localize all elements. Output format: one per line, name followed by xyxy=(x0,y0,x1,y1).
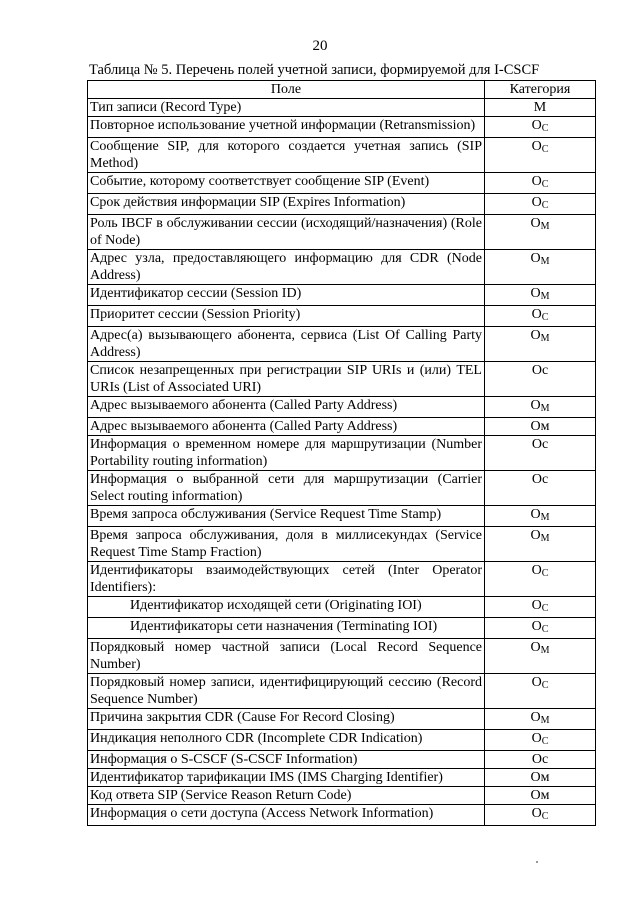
category-subscript: C xyxy=(541,624,549,635)
field-name-cell: Информация о S-CSCF (S-CSCF Information) xyxy=(88,751,485,769)
fields-table xyxy=(87,80,596,826)
category-subscript: C xyxy=(541,179,549,190)
category-subscript: M xyxy=(540,221,550,232)
category-cell xyxy=(485,138,596,173)
table-row xyxy=(88,769,596,787)
table-row xyxy=(88,138,596,173)
field-name-cell: Сообщение SIP, для которого создается учетная запись (SIP Method) xyxy=(88,138,485,173)
field-name-cell: Причина закрытия CDR (Cause For Record Closing) xyxy=(88,709,485,730)
field-name-cell: Информация о временном номере для маршрутизации (Number Portability routing information) xyxy=(88,436,485,471)
table-row xyxy=(88,787,596,805)
category-cell xyxy=(485,506,596,527)
category-cell xyxy=(485,787,596,805)
table-row xyxy=(88,397,596,418)
category-letter: O xyxy=(530,398,541,413)
field-name-cell: Порядковый номер записи, идентифицирующий сессию (Record Sequence Number) xyxy=(88,674,485,709)
table-row xyxy=(88,250,596,285)
category-cell xyxy=(485,471,596,506)
category-cell xyxy=(485,639,596,674)
category-letter: O xyxy=(530,640,541,655)
field-name-cell: Событие, которому соответствует сообщение SIP (Event) xyxy=(88,173,485,194)
category-letter: O xyxy=(530,251,541,266)
field-name-cell: Код ответа SIP (Service Reason Return Code) xyxy=(88,787,485,805)
table-row xyxy=(88,418,596,436)
category-cell xyxy=(485,805,596,826)
field-name-cell: Срок действия информации SIP (Expires Information) xyxy=(88,194,485,215)
table-row xyxy=(88,618,596,639)
category-letter: O xyxy=(531,731,542,746)
category-letter: O xyxy=(531,139,542,154)
category-subscript: C xyxy=(541,811,549,822)
table-row xyxy=(88,436,596,471)
table-row xyxy=(88,709,596,730)
table-header-row xyxy=(88,81,596,99)
category-letter: O xyxy=(531,806,542,821)
category-letter: Ом xyxy=(530,770,550,785)
category-cell xyxy=(485,751,596,769)
table-row xyxy=(88,194,596,215)
category-cell xyxy=(485,285,596,306)
field-name-cell: Информация о выбранной сети для маршрутизации (Carrier Select routing information) xyxy=(88,471,485,506)
table-row xyxy=(88,173,596,194)
field-name-cell: Информация о сети доступа (Access Network Information) xyxy=(88,805,485,826)
field-name-cell: Время запроса обслуживания, доля в миллисекундах (Service Request Time Stamp Fraction) xyxy=(88,527,485,562)
table-row xyxy=(88,597,596,618)
category-subscript: M xyxy=(540,291,550,302)
field-name-cell: Список незапрещенных при регистрации SIP URIs и (или) TEL URIs (List of Associated URI) xyxy=(88,362,485,397)
category-subscript: C xyxy=(541,736,549,747)
field-name-cell: Тип записи (Record Type) xyxy=(88,99,485,117)
category-cell xyxy=(485,194,596,215)
table-row xyxy=(88,751,596,769)
table-row xyxy=(88,215,596,250)
field-name-cell: Адрес вызываемого абонента (Called Party Address) xyxy=(88,397,485,418)
category-cell xyxy=(485,327,596,362)
category-cell xyxy=(485,99,596,117)
table-row xyxy=(88,306,596,327)
field-name-cell: Адрес(а) вызывающего абонента, сервиса (List Of Calling Party Address) xyxy=(88,327,485,362)
category-subscript: C xyxy=(541,568,549,579)
column-header-field: Поле xyxy=(88,81,485,99)
category-letter: O xyxy=(531,307,542,322)
category-letter: Oc xyxy=(531,437,549,452)
category-letter: O xyxy=(531,118,542,133)
category-letter: O xyxy=(530,216,541,231)
category-letter: O xyxy=(530,328,541,343)
category-cell xyxy=(485,250,596,285)
category-subscript: M xyxy=(540,403,550,414)
category-letter: M xyxy=(533,100,547,115)
table-row xyxy=(88,639,596,674)
category-cell xyxy=(485,397,596,418)
field-name-cell: Приоритет сессии (Session Priority) xyxy=(88,306,485,327)
category-cell xyxy=(485,362,596,397)
table-row xyxy=(88,730,596,751)
page-number: 20 xyxy=(312,38,328,54)
category-cell xyxy=(485,769,596,787)
category-cell xyxy=(485,306,596,327)
category-cell xyxy=(485,709,596,730)
category-cell xyxy=(485,674,596,709)
table-row xyxy=(88,805,596,826)
field-name-cell: Индикация неполного CDR (Incomplete CDR Indication) xyxy=(88,730,485,751)
category-cell xyxy=(485,418,596,436)
category-letter: Ом xyxy=(530,788,550,803)
category-letter: O xyxy=(531,174,542,189)
category-letter: O xyxy=(531,619,542,634)
category-subscript: M xyxy=(540,256,550,267)
table-row xyxy=(88,285,596,306)
table-row xyxy=(88,562,596,597)
category-letter: O xyxy=(530,286,541,301)
field-name-cell: Идентификатор сессии (Session ID) xyxy=(88,285,485,306)
table-row xyxy=(88,471,596,506)
category-subscript: M xyxy=(540,333,550,344)
field-name-cell: Повторное использование учетной информации (Retransmission) xyxy=(88,117,485,138)
category-letter: Oc xyxy=(531,472,549,487)
category-subscript: M xyxy=(540,645,550,656)
field-name-cell: Время запроса обслуживания (Service Request Time Stamp) xyxy=(88,506,485,527)
category-cell xyxy=(485,117,596,138)
category-cell xyxy=(485,730,596,751)
category-subscript: M xyxy=(540,715,550,726)
category-cell xyxy=(485,618,596,639)
field-name-cell: Порядковый номер частной записи (Local Record Sequence Number) xyxy=(88,639,485,674)
field-name-cell: Идентификаторы сети назначения (Terminating IOI) xyxy=(88,618,485,639)
field-name-cell: Адрес вызываемого абонента (Called Party Address) xyxy=(88,418,485,436)
scan-speck xyxy=(536,861,538,863)
category-cell xyxy=(485,215,596,250)
category-letter: Oc xyxy=(531,363,549,378)
category-cell xyxy=(485,562,596,597)
table-row xyxy=(88,99,596,117)
category-letter: O xyxy=(530,528,541,543)
table-row xyxy=(88,674,596,709)
category-letter: O xyxy=(531,563,542,578)
table-row xyxy=(88,327,596,362)
category-subscript: C xyxy=(541,680,549,691)
category-letter: O xyxy=(530,507,541,522)
field-name-cell: Идентификатор исходящей сети (Originating IOI) xyxy=(88,597,485,618)
field-name-cell: Роль IBCF в обслуживании сессии (исходящий/назначения) (Role of Node) xyxy=(88,215,485,250)
category-subscript: C xyxy=(541,312,549,323)
category-subscript: C xyxy=(541,144,549,155)
table-row xyxy=(88,527,596,562)
field-name-cell: Адрес узла, предоставляющего информацию для CDR (Node Address) xyxy=(88,250,485,285)
category-subscript: M xyxy=(540,533,550,544)
table-row xyxy=(88,117,596,138)
category-cell xyxy=(485,597,596,618)
category-subscript: C xyxy=(541,200,549,211)
category-letter: Ом xyxy=(530,419,550,434)
table-row xyxy=(88,362,596,397)
category-cell xyxy=(485,436,596,471)
category-letter: O xyxy=(531,195,542,210)
category-subscript: C xyxy=(541,603,549,614)
column-header-category: Категория xyxy=(485,81,596,99)
field-name-cell: Идентификаторы взаимодействующих сетей (Inter Operator Identifiers): xyxy=(88,562,485,597)
table-row xyxy=(88,506,596,527)
category-cell xyxy=(485,173,596,194)
field-name-cell: Идентификатор тарификации IMS (IMS Charging Identifier) xyxy=(88,769,485,787)
category-subscript: C xyxy=(541,123,549,134)
table-caption: Таблица № 5. Перечень полей учетной записи, формируемой для I-CSCF xyxy=(89,62,540,78)
category-letter: O xyxy=(531,598,542,613)
category-subscript: M xyxy=(540,512,550,523)
category-cell xyxy=(485,527,596,562)
category-letter: O xyxy=(530,710,541,725)
category-letter: O xyxy=(531,675,542,690)
category-letter: Oc xyxy=(531,752,549,767)
